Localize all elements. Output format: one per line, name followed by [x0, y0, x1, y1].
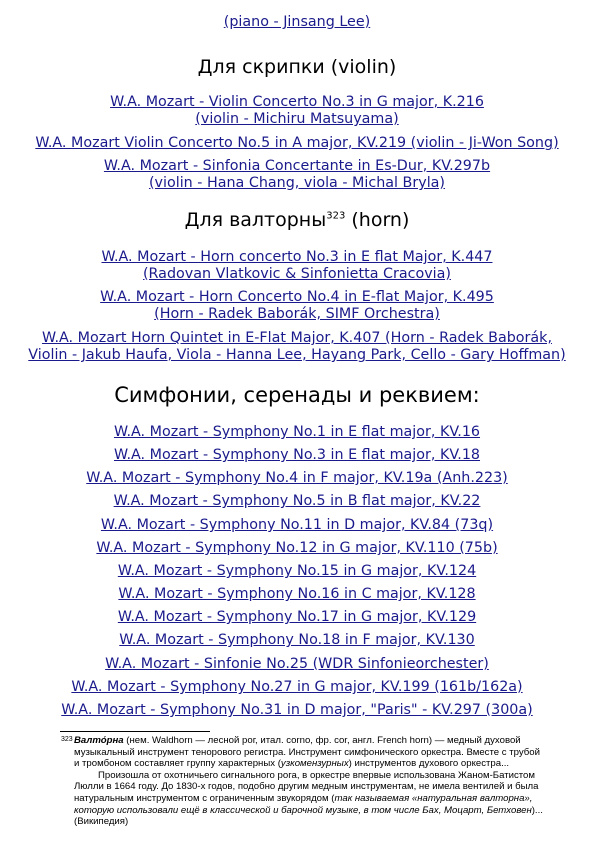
link-symphony[interactable]: W.A. Mozart - Symphony No.27 in G major, KV.199 (161b/162a): [71, 679, 523, 695]
heading-horn-suffix: (horn): [345, 209, 410, 231]
link-symphony[interactable]: W.A. Mozart - Symphony No.18 in F major, KV.130: [119, 632, 475, 648]
link-symphony[interactable]: W.A. Mozart - Symphony No.11 in D major, KV.84 (73q): [100, 517, 494, 533]
link-symphony[interactable]: W.A. Mozart - Symphony No.17 in G major, KV.129: [117, 609, 477, 625]
link-symphony[interactable]: W.A. Mozart - Symphony No.5 in B flat major, KV.22: [113, 493, 481, 509]
heading-symphonies: Симфонии, серенады и реквием:: [114, 383, 480, 407]
footnote-p2-italic: так называемая «натуральная валторна», которую использовали ещё в классической и барочной музыке, в том числе Бах, Моцарт, Бетховен: [74, 792, 533, 816]
link-horn-concerto-4-performers[interactable]: (Horn - Radek Baborák, SIMF Orchestra): [154, 306, 440, 322]
link-sinfonia-concertante-performers[interactable]: (violin - Hana Chang, viola - Michal Bryla): [148, 175, 446, 191]
footnote-p2-end: )... (Википедия): [74, 804, 543, 828]
footnote-number: 323: [61, 736, 73, 743]
heading-horn: [0, 209, 594, 231]
footnote-p1-text: (нем. Waldhorn — лесной рог, итал. corno, фр. cor, англ. French horn) — медный духовой музыкальный инструмент тенорового регистра. Инструмент симфонического оркестра. Вместе с трубой и тромбоном составляет группу характерных (: [74, 735, 540, 770]
link-symphony[interactable]: W.A. Mozart - Symphony No.12 in G major, KV.110 (75b): [96, 540, 498, 556]
link-symphony[interactable]: W.A. Mozart - Symphony No.15 in G major, KV.124: [117, 563, 477, 579]
link-horn-quintet-performers[interactable]: Violin - Jakub Haufa, Viola - Hanna Lee, Hayang Park, Cello - Gary Hoffman): [28, 347, 566, 363]
link-violin-concerto-3[interactable]: W.A. Mozart - Violin Concerto No.3 in G major, K.216: [110, 94, 484, 110]
footnote-separator: [60, 731, 210, 732]
footnote: [74, 735, 544, 828]
footnote-ref[interactable]: 323: [326, 210, 346, 222]
link-symphony[interactable]: W.A. Mozart - Symphony No.4 in F major, KV.19a (Anh.223): [86, 470, 508, 486]
footnote-p1-end: ) инструментов духового оркестра...: [348, 758, 510, 770]
link-symphony[interactable]: W.A. Mozart - Symphony No.3 in E flat major, KV.18: [113, 447, 481, 463]
link-piano-jinsang-lee[interactable]: (piano - Jinsang Lee): [223, 14, 371, 30]
link-symphony[interactable]: W.A. Mozart - Symphony No.31 in D major, "Paris" - KV.297 (300a): [61, 702, 533, 718]
heading-horn-text: Для валторны: [184, 209, 327, 231]
footnote-paragraph-1: [74, 735, 544, 770]
footnote-paragraph-2: [74, 770, 544, 828]
link-horn-quintet[interactable]: W.A. Mozart Horn Quintet in E-Flat Major, K.407 (Horn - Radek Baborák,: [41, 330, 553, 346]
heading-violin: Для скрипки (violin): [197, 56, 397, 78]
footnote-term: Валто́рна: [74, 735, 124, 746]
link-horn-concerto-4[interactable]: W.A. Mozart - Horn Concerto No.4 in E-flat Major, K.495: [100, 289, 494, 305]
link-symphony[interactable]: W.A. Mozart - Symphony No.16 in C major, KV.128: [118, 586, 476, 602]
footnote-p2-text: Произошла от охотничьего сигнального рога, в оркестре впервые использована Жаном-Батистом Люлли в 1664 году. До 1830-х годов, подобно другим медным инструментам, не имела вентилей и была натуральным инструментом с ограниченным звукорядом (: [74, 769, 539, 804]
link-violin-concerto-3-performer[interactable]: (violin - Michiru Matsuyama): [195, 111, 399, 127]
link-horn-concerto-3[interactable]: W.A. Mozart - Horn concerto No.3 in E flat Major, K.447: [101, 249, 493, 265]
link-horn-concerto-3-performers[interactable]: (Radovan Vlatkovic & Sinfonietta Cracovia): [142, 266, 451, 282]
link-symphony[interactable]: W.A. Mozart - Symphony No.1 in E flat major, KV.16: [113, 424, 481, 440]
link-symphony[interactable]: W.A. Mozart - Sinfonie No.25 (WDR Sinfonieorchester): [105, 656, 489, 672]
link-sinfonia-concertante[interactable]: W.A. Mozart - Sinfonia Concertante in Es-Dur, KV.297b: [103, 158, 491, 174]
link-violin-concerto-5[interactable]: W.A. Mozart Violin Concerto No.5 in A major, KV.219 (violin - Ji-Won Song): [35, 135, 559, 151]
footnote-p1-italic: узкомензурных: [280, 758, 349, 770]
